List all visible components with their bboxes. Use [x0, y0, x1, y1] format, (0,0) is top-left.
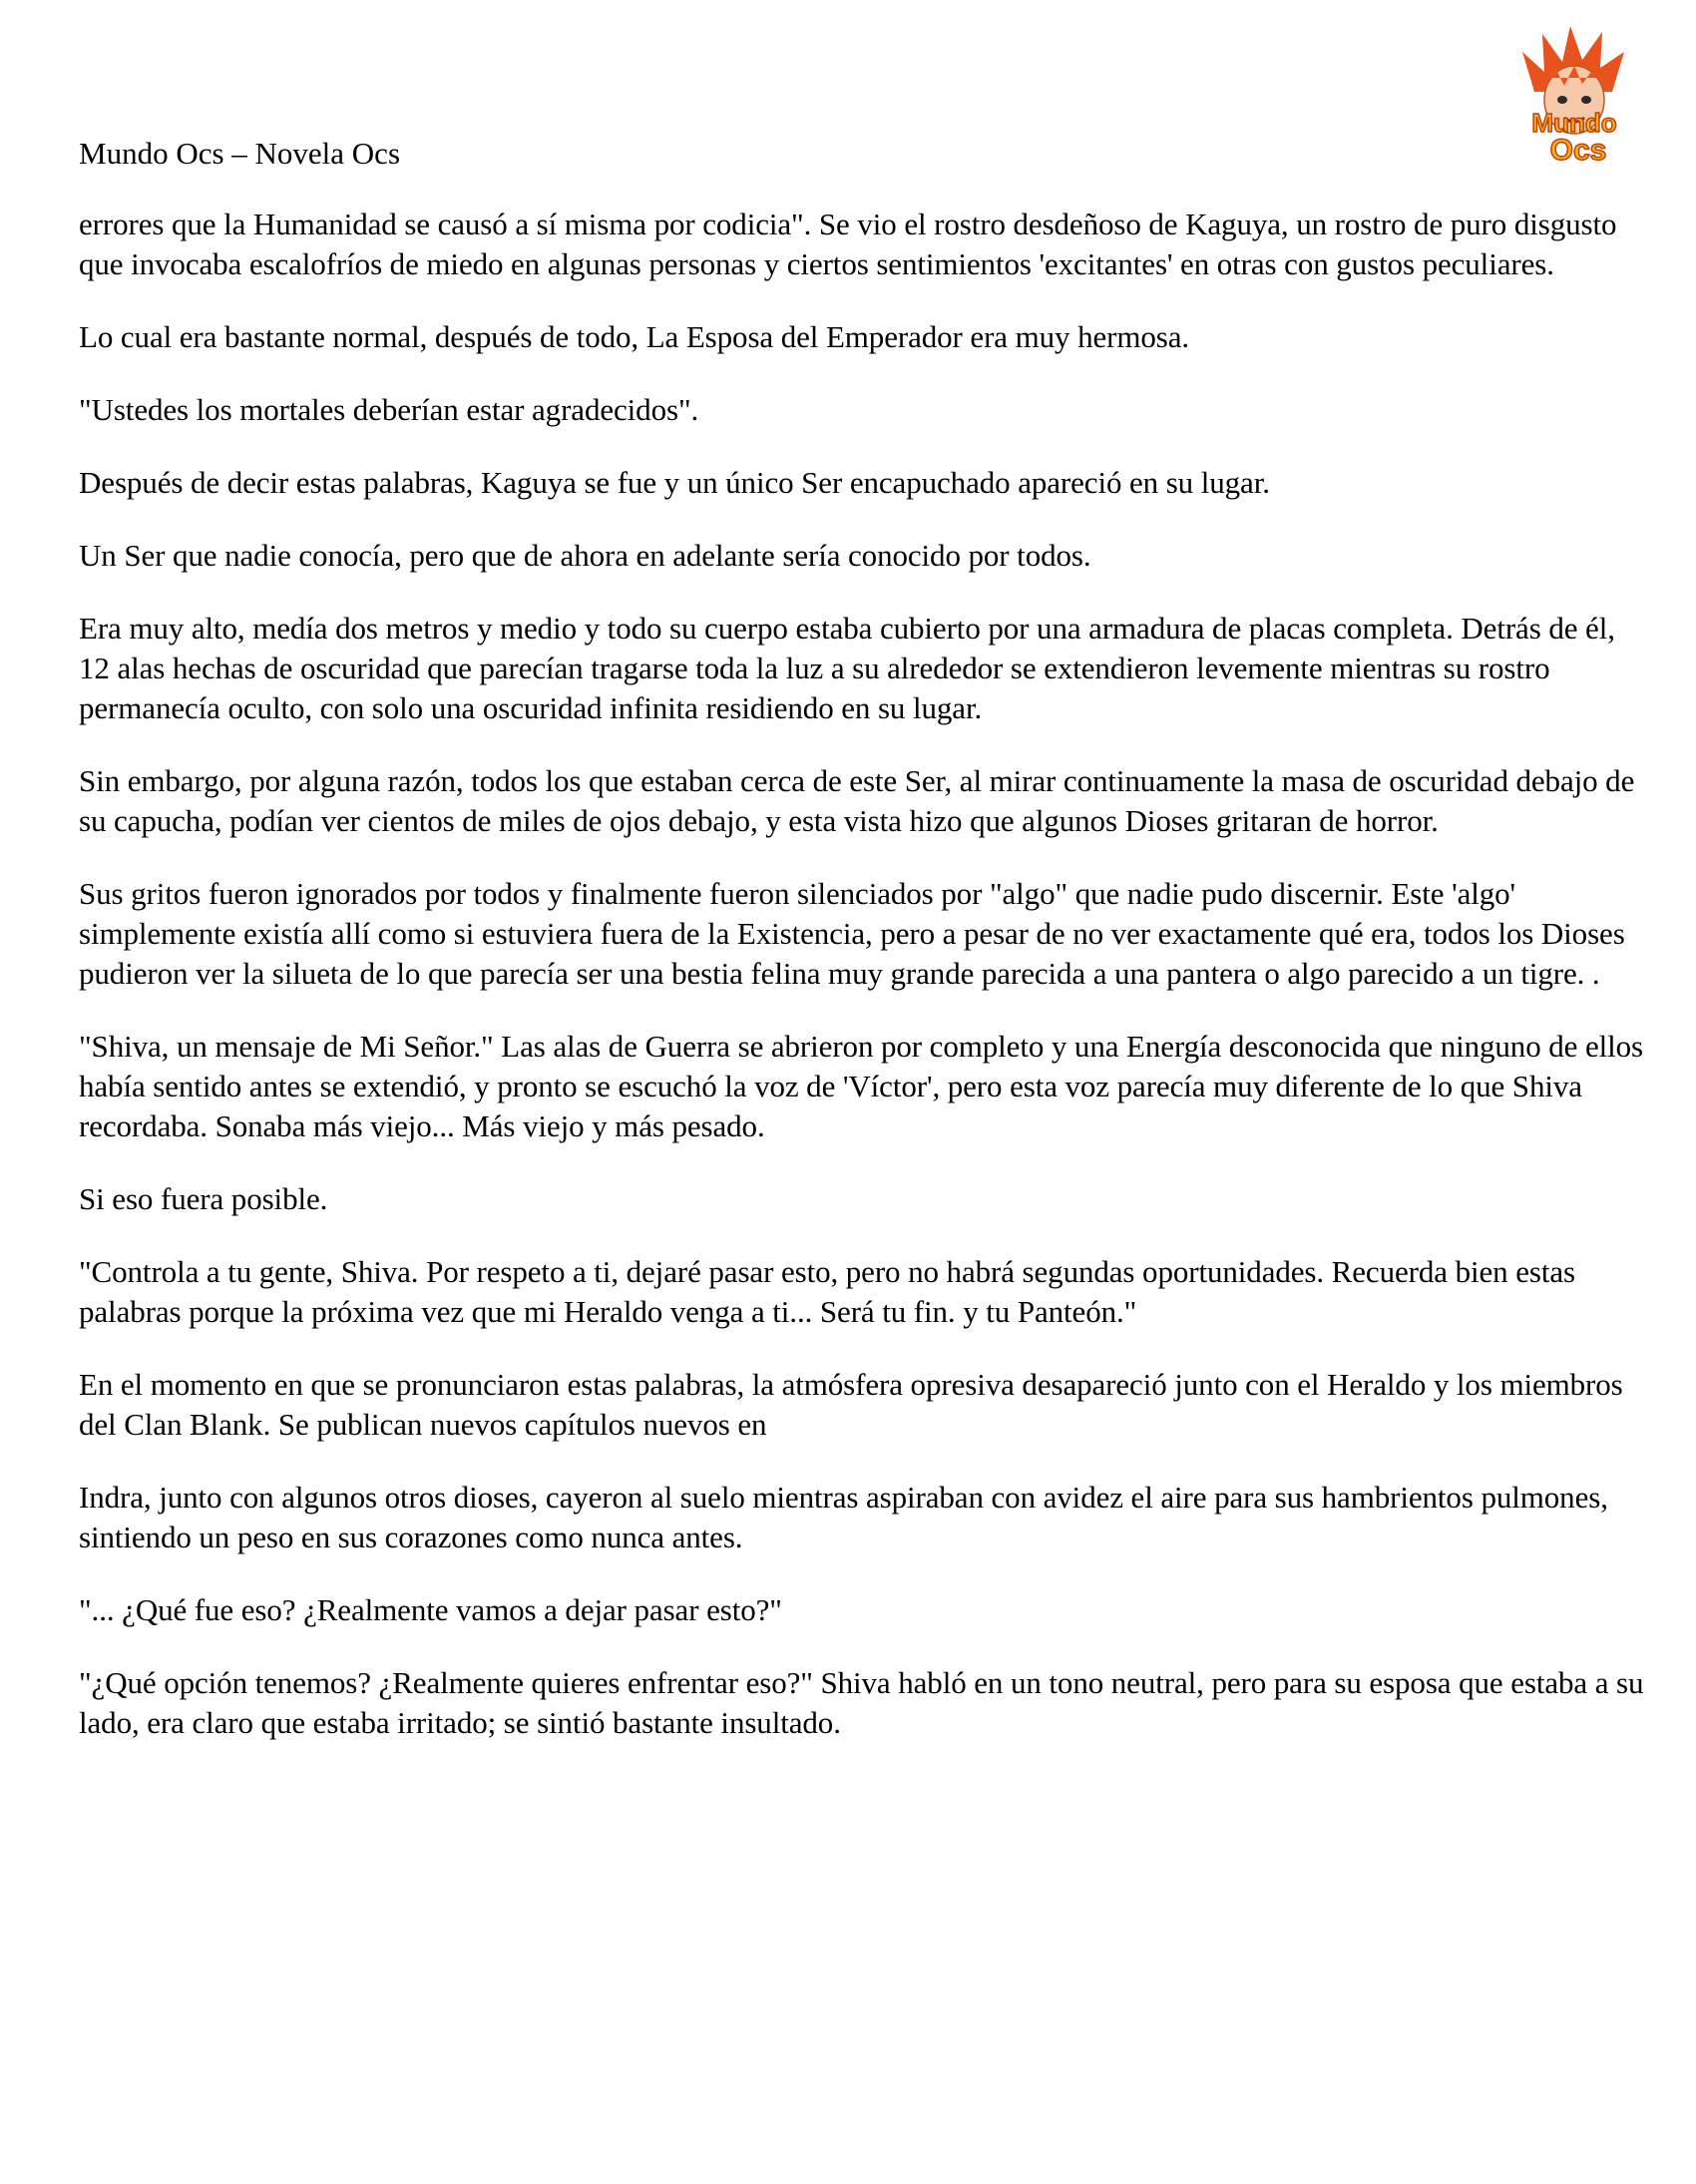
paragraph: "Shiva, un mensaje de Mi Señor." Las alas de Guerra se abrieron por completo y una Energía desconocida que ninguno de ellos había sentido antes se extendió, y pronto se escuchó la voz de 'Víctor', pero esta voz parecía muy diferente de lo que Shiva recordaba. Sonaba más viejo... Más viejo y más pesado.	[79, 1029, 1644, 1143]
paragraph: Después de decir estas palabras, Kaguya se fue y un único Ser encapuchado apareció en su lugar.	[79, 465, 1270, 500]
logo-eye-right	[1581, 96, 1591, 104]
paragraph: Un Ser que nadie conocía, pero que de ahora en adelante sería conocido por todos.	[79, 538, 1091, 573]
paragraph: errores que la Humanidad se causó a sí misma por codicia". Se vio el rostro desdeñoso de Kaguya, un rostro de puro disgusto que invocaba escalofríos de miedo en algunas personas y ciertos sentimientos 'excitantes' en otras con gustos peculiares.	[79, 207, 1617, 281]
page-header-title: Mundo Ocs – Novela Ocs	[79, 136, 401, 171]
paragraph: Lo cual era bastante normal, después de todo, La Esposa del Emperador era muy hermosa.	[79, 319, 1190, 354]
mundo-ocs-logo-graphic	[1504, 22, 1644, 172]
logo-text-line2: Ocs	[1549, 134, 1607, 167]
paragraph: "Controla a tu gente, Shiva. Por respeto a ti, dejaré pasar esto, pero no habrá segundas oportunidades. Recuerda bien estas palabras porque la próxima vez que mi Heraldo venga a ti... Será tu fin. y tu Panteón."	[79, 1254, 1575, 1329]
paragraph: En el momento en que se pronunciaron estas palabras, la atmósfera opresiva desapareció junto con el Heraldo y los miembros del Clan Blank. Se publican nuevos capítulos nuevos en	[79, 1367, 1623, 1442]
mundo-ocs-logo	[1504, 22, 1644, 172]
paragraph: "Ustedes los mortales deberían estar agradecidos".	[79, 392, 699, 427]
paragraph: Era muy alto, medía dos metros y medio y todo su cuerpo estaba cubierto por una armadura de placas completa. Detrás de él, 12 alas hechas de oscuridad que parecían tragarse toda la luz a su alrededor se extendieron levemente mientras su rostro permanecía oculto, con solo una oscuridad infinita residiendo en su lugar.	[79, 611, 1615, 725]
paragraph: Indra, junto con algunos otros dioses, cayeron al suelo mientras aspiraban con avidez el aire para sus hambrientos pulmones, sintiendo un peso en sus corazones como nunca antes.	[79, 1480, 1608, 1554]
paragraph: Si eso fuera posible.	[79, 1181, 328, 1216]
paragraph: Sin embargo, por alguna razón, todos los que estaban cerca de este Ser, al mirar continuamente la masa de oscuridad debajo de su capucha, podían ver cientos de miles de ojos debajo, y esta vista hizo que algunos Dioses gritaran de horror.	[79, 763, 1635, 838]
paragraph: Sus gritos fueron ignorados por todos y finalmente fueron silenciados por "algo" que nadie pudo discernir. Este 'algo' simplemente existía allí como si estuviera fuera de la Existencia, pero a pesar de no ver exactamente qué era, todos los Dioses pudieron ver la silueta de lo que parecía ser una bestia felina muy grande parecida a una pantera o algo parecido a un tigre. .	[79, 876, 1625, 991]
paragraph: "... ¿Qué fue eso? ¿Realmente vamos a dejar pasar esto?"	[79, 1592, 782, 1627]
logo-eye-left	[1557, 96, 1567, 104]
document-body	[79, 205, 1653, 1776]
paragraph: "¿Qué opción tenemos? ¿Realmente quieres enfrentar eso?" Shiva habló en un tono neutral, pero para su esposa que estaba a su lado, era claro que estaba irritado; se sintió bastante insultado.	[79, 1665, 1644, 1740]
logo-text-line1: Mundo	[1531, 108, 1617, 138]
